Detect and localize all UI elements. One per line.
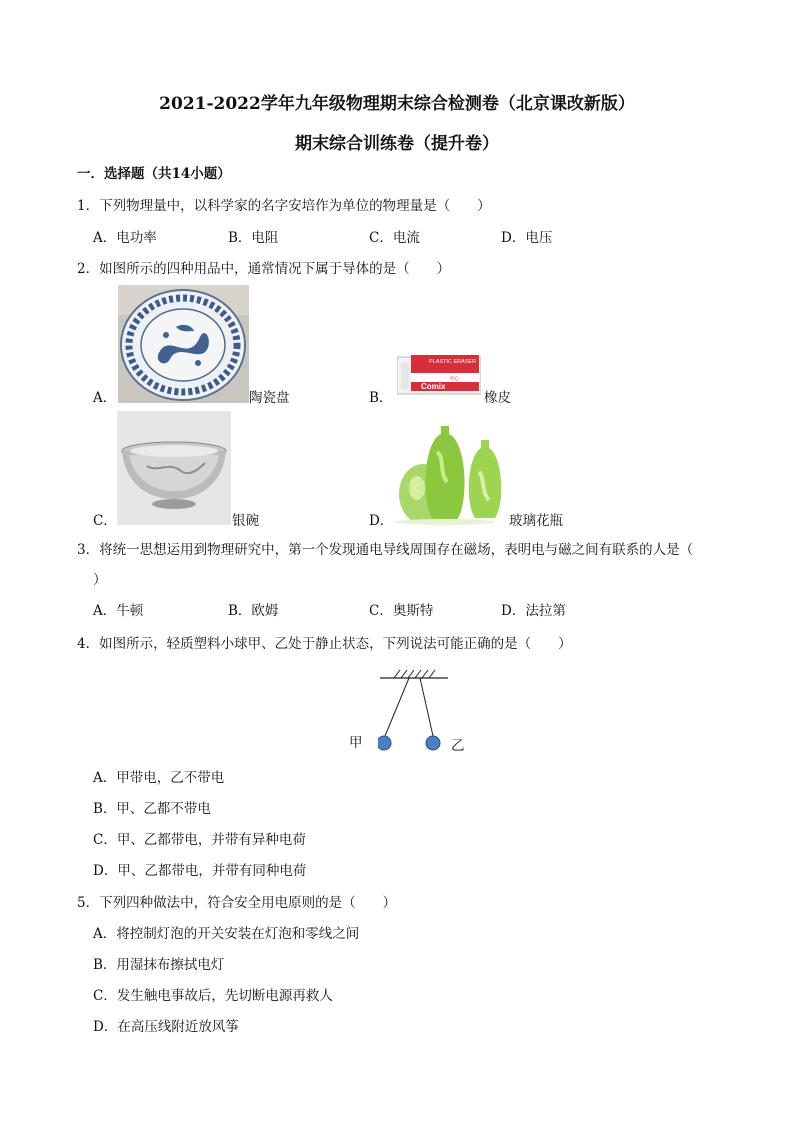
ball-label-jia: 甲 (349, 735, 363, 751)
question-2-stem: 2．如图所示的四种用品中，通常情况下属于导体的是（ ） (77, 261, 451, 277)
q2-option-b-letter: B． (369, 390, 393, 406)
q2-option-b-label: 橡皮 (484, 390, 511, 406)
section-heading: 一．选择题（共14小题） (77, 166, 231, 182)
left-thread (385, 678, 409, 736)
eraser-logo-text: Comix (421, 382, 446, 391)
question-5-stem: 5．下列四种做法中，符合安全用电原则的是（ ） (77, 895, 397, 911)
question-1-stem: 1．下列物理量中，以科学家的名字安培作为单位的物理量是（ ） (77, 198, 491, 214)
q4-option-b: B．甲、乙都不带电 (93, 801, 211, 817)
q4-option-d: D．甲、乙都带电，并带有同种电荷 (93, 863, 307, 879)
question-4-stem: 4．如图所示，轻质塑料小球甲、乙处于静止状态，下列说法可能正确的是（ ） (77, 636, 572, 652)
glass-vases-image (395, 412, 507, 526)
q2-option-a-letter: A． (93, 390, 117, 406)
q4-option-c: C．甲、乙都带电，并带有异种电荷 (93, 832, 306, 848)
page-subtitle: 期末综合训练卷（提升卷） (295, 134, 499, 154)
q5-option-a: A．将控制灯泡的开关安装在灯泡和零线之间 (93, 926, 360, 942)
q3-option-a: A．牛顿 (93, 603, 144, 619)
porcelain-plate-image (118, 285, 249, 403)
ball-yi (426, 736, 440, 750)
ball-jia (378, 736, 391, 750)
page-title: 2021-2022学年九年级物理期末综合检测卷（北京课改新版） (159, 94, 635, 114)
eraser-brand-text: PLASTIC ERASER (429, 359, 477, 365)
q2-option-a-label: 陶瓷盘 (249, 390, 290, 406)
charged-balls-figure (378, 668, 452, 754)
q3-option-c: C．奥斯特 (369, 603, 434, 619)
q2-option-d-label: 玻璃花瓶 (509, 513, 563, 529)
silver-bowl-image (117, 411, 231, 525)
ceiling-hatching (394, 670, 435, 678)
eraser-image (397, 353, 481, 396)
ball-label-yi: 乙 (451, 738, 465, 754)
q1-option-d: D．电压 (501, 230, 553, 246)
question-3-stem-line2: ） (93, 572, 107, 588)
eraser-maker-text: 齐心 (449, 376, 460, 382)
q5-option-d: D．在高压线附近放风筝 (93, 1019, 239, 1035)
q3-option-d: D．法拉第 (501, 603, 566, 619)
q2-option-d-letter: D． (369, 513, 394, 529)
q3-option-b: B．欧姆 (228, 603, 279, 619)
right-thread (420, 678, 433, 736)
q2-option-c-label: 银碗 (232, 513, 259, 529)
q5-option-b: B．用湿抹布擦拭电灯 (93, 957, 225, 973)
q1-option-c: C．电流 (369, 230, 420, 246)
q5-option-c: C．发生触电事故后，先切断电源再救人 (93, 988, 333, 1004)
q1-option-a: A．电功率 (93, 230, 157, 246)
q1-option-b: B．电阻 (228, 230, 279, 246)
q2-option-c-letter: C． (93, 513, 117, 529)
q4-option-a: A．甲带电，乙不带电 (93, 770, 225, 786)
question-3-stem-line1: 3．将统一思想运用到物理研究中，第一个发现通电导线周围存在磁场，表明电与磁之间有联系的人是（ (77, 542, 694, 558)
